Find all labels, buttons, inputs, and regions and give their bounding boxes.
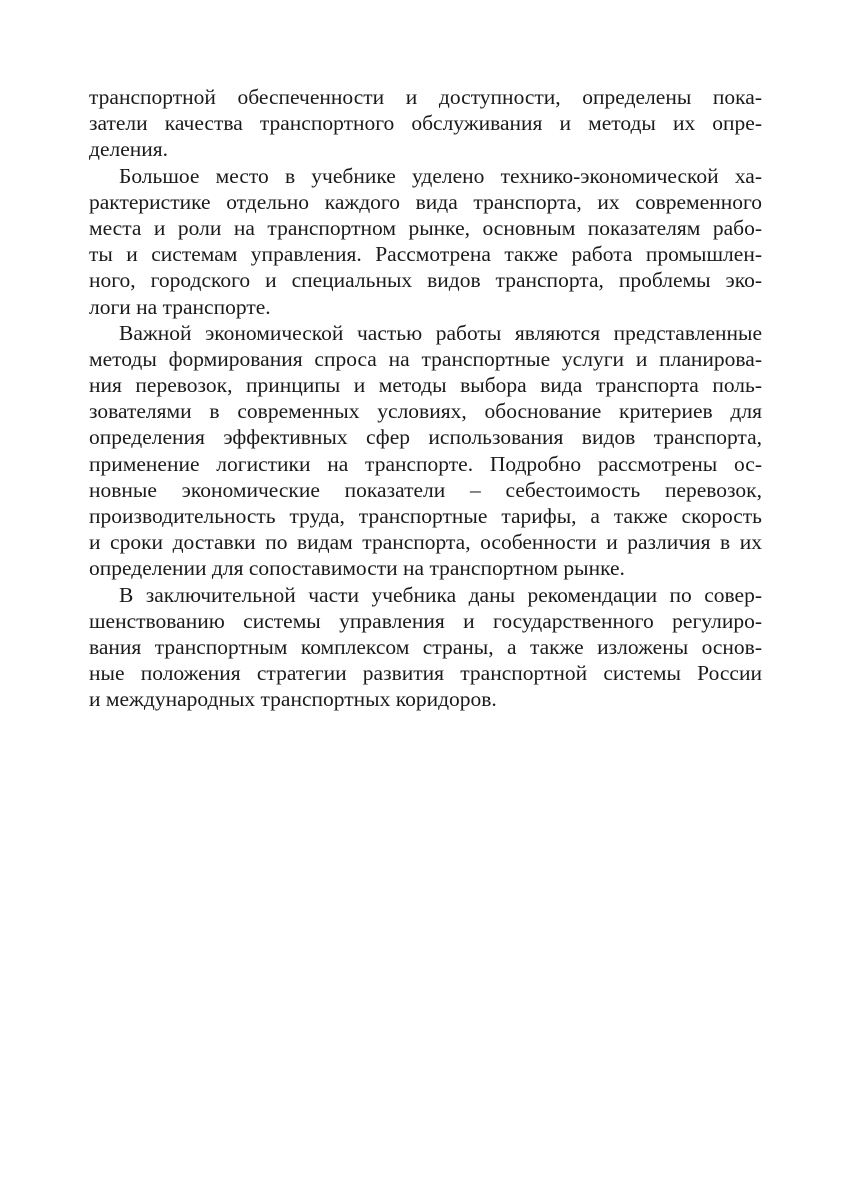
- paragraph-1: [89, 84, 762, 163]
- paragraph-4: [89, 582, 762, 713]
- text-line: производительность труда, транспортные тарифы, а также скорость: [89, 504, 762, 528]
- text-line: ния перевозок, принципы и методы выбора вида транспорта поль-: [89, 373, 762, 398]
- text-line: В заключительной части учебника даны рекомендации по совер-: [119, 582, 762, 607]
- text-line: деления.: [89, 137, 169, 162]
- text-line: ные положения стратегии развития транспортной системы России: [89, 661, 762, 686]
- text-line: и международных транспортных коридоров.: [89, 687, 497, 712]
- text-line: и сроки доставки по видам транспорта, особенности и различия в их: [89, 530, 762, 555]
- text-line: новные экономические показатели – себестоимость перевозок,: [89, 477, 762, 502]
- paragraph-2: [89, 163, 762, 320]
- text-line: места и роли на транспортном рынке, основным показателям рабо-: [89, 215, 762, 240]
- text-line: применение логистики на транспорте. Подробно рассмотрены ос-: [89, 451, 762, 476]
- text-line: шенствованию системы управления и государственного регулиро-: [89, 608, 762, 633]
- text-line: рактеристике отдельно каждого вида транспорта, их современного: [89, 189, 762, 214]
- text-line: Большое место в учебнике уделено технико-экономической ха-: [119, 163, 762, 188]
- text-line: определения эффективных сфер использования видов транспорта,: [89, 425, 762, 450]
- text-line: логи на транспорте.: [89, 294, 271, 319]
- text-line: Важной экономической частью работы являются представленные: [119, 320, 762, 345]
- text-line: затели качества транспортного обслуживания и методы их опре-: [89, 111, 762, 136]
- text-line: методы формирования спроса на транспортные услуги и планирова-: [89, 346, 762, 371]
- text-line: определении для сопоставимости на транспортном рынке.: [89, 556, 625, 581]
- text-line: ты и системам управления. Рассмотрена также работа промышлен-: [89, 242, 762, 267]
- text-line: транспортной обеспеченности и доступности, определены пока-: [89, 85, 762, 109]
- text-line: вания транспортным комплексом страны, а также изложены основ-: [89, 634, 762, 659]
- paragraph-3: [89, 320, 762, 582]
- text-line: зователями в современных условиях, обоснование критериев для: [89, 399, 762, 424]
- page-body: [89, 84, 762, 713]
- text-line: ного, городского и специальных видов транспорта, проблемы эко-: [89, 268, 762, 293]
